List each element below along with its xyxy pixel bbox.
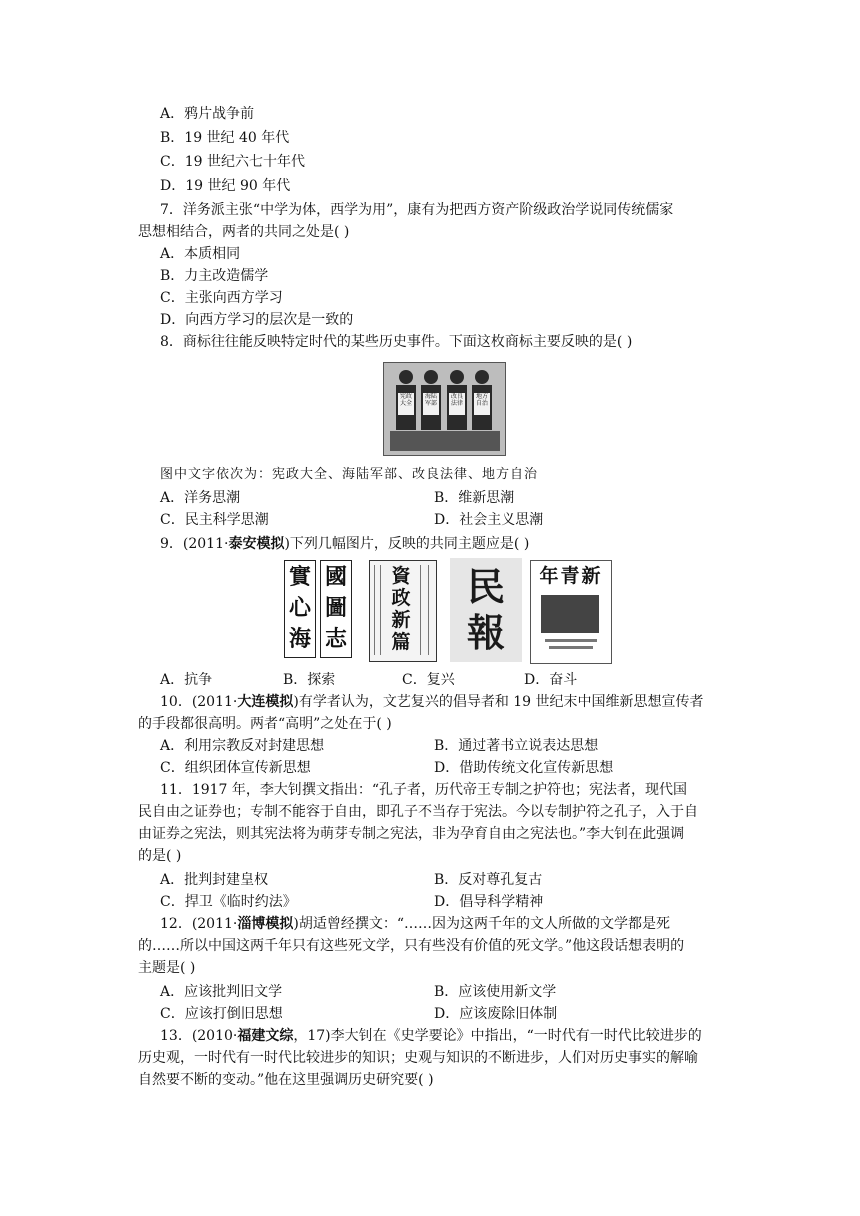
q9-img3-char-1: 民 bbox=[466, 564, 505, 609]
q13-stem-line3: 自然要不断的变动。”他在这里强调历史研究要( ) bbox=[138, 1072, 434, 1088]
q12-stem-text: )胡适曾经撰文：“……因为这两千年的文人所做的文学都是死 bbox=[293, 916, 670, 932]
q8-image-caption: 图中文字依次为：宪政大全、海陆军部、改良法律、地方自治 bbox=[160, 467, 539, 482]
q11-option-a: A．批判封建皇权 bbox=[160, 872, 269, 888]
q6-option-d: D．19 世纪 90 年代 bbox=[160, 178, 291, 194]
q12-stem-line2: 的……所以中国这两千年只有这些死文学，只有些没有价值的死文学。”他这段话想表明的 bbox=[138, 938, 685, 954]
q7-option-b: B．力主改造儒学 bbox=[160, 268, 269, 284]
q7-stem-line1: 7．洋务派主张“中学为体，西学为用”，康有为把西方资产阶级政治学说同传统儒家 bbox=[160, 202, 674, 218]
q11-option-d: D．倡导科学精神 bbox=[434, 894, 544, 910]
q9-source: 泰安模拟 bbox=[228, 536, 285, 552]
q12-stem-line3: 主题是( ) bbox=[138, 960, 196, 976]
q9-img1-char-5: 圖 bbox=[324, 595, 347, 621]
q9-img1-char-1: 實 bbox=[288, 564, 311, 590]
q11-stem-line3: 由证券之宪法，则其宪法将为萌芽专制之宪法，非为孕育自由之宪法也。”李大钊在此强调 bbox=[138, 826, 685, 842]
q7-option-d: D．向西方学习的层次是一致的 bbox=[160, 312, 354, 328]
q9-img2-char-1: 資 bbox=[391, 565, 411, 587]
q10-option-d: D．借助传统文化宣传新思想 bbox=[434, 760, 614, 776]
q12-source: 淄博模拟 bbox=[237, 916, 294, 932]
q7-option-c: C．主张向西方学习 bbox=[160, 290, 283, 306]
q11-stem-line1: 11．1917 年，李大钊撰文指出：“孔子者，历代帝王专制之护符也；宪法者，现代国 bbox=[160, 782, 688, 798]
q7-stem-line2: 思想相结合，两者的共同之处是( ) bbox=[138, 224, 350, 240]
q9-img1-char-6: 志 bbox=[324, 626, 347, 652]
q10-option-c: C．组织团体宣传新思想 bbox=[160, 760, 311, 776]
q9-img2-char-4: 篇 bbox=[391, 631, 411, 653]
q9-img1-char-4: 國 bbox=[324, 564, 347, 590]
trademark-label-3: 改良法律 bbox=[450, 393, 463, 407]
q9-img2-char-3: 新 bbox=[391, 609, 411, 631]
q10-option-a: A．利用宗教反对封建思想 bbox=[160, 738, 325, 754]
q12-option-b: B．应该使用新文学 bbox=[434, 984, 557, 1000]
q8-stem: 8．商标往往能反映特定时代的某些历史事件。下面这枚商标主要反映的是( ) bbox=[160, 334, 633, 350]
q9-stem bbox=[160, 534, 529, 554]
q11-stem-line4: 的是( ) bbox=[138, 848, 182, 864]
q12-stem-line1 bbox=[160, 914, 670, 934]
trademark-label-4: 地方自治 bbox=[475, 393, 488, 407]
q9-option-d: D．奋斗 bbox=[524, 672, 578, 688]
trademark-illustration bbox=[384, 363, 505, 455]
trademark-image bbox=[383, 362, 506, 456]
q8-option-d: D．社会主义思潮 bbox=[434, 512, 544, 528]
q10-stem-line2: 的手段都很高明。两者“高明”之处在于( ) bbox=[138, 716, 392, 732]
q12-option-a: A．应该批判旧文学 bbox=[160, 984, 283, 1000]
q13-source: 福建文综 bbox=[237, 1028, 294, 1044]
q9-img1-char-3: 海 bbox=[288, 626, 311, 652]
trademark-label-2: 海陆军部 bbox=[424, 393, 437, 407]
q9-image-zizhengxinpian bbox=[369, 560, 437, 662]
q9-image-xinqingnian bbox=[530, 560, 612, 664]
q11-stem-line2: 民自由之证券也；专制不能容于自由，即孔子不当存于宪法。今以专制护符之孔子，入于自 bbox=[138, 804, 698, 820]
q9-image-haiguotuzhi bbox=[282, 558, 354, 660]
q8-option-b: B．维新思潮 bbox=[434, 490, 515, 506]
trademark-label-1: 宪政大全 bbox=[399, 393, 412, 407]
q13-number: 13．(2010· bbox=[160, 1028, 238, 1044]
q9-img2-char-2: 政 bbox=[391, 587, 411, 609]
q12-number: 12．(2011· bbox=[160, 916, 238, 932]
q6-option-c: C．19 世纪六七十年代 bbox=[160, 154, 305, 170]
q11-option-b: B．反对尊孔复古 bbox=[434, 872, 543, 888]
q13-stem-text: ，17)李大钊在《史学要论》中指出，“一时代有一时代比较进步的 bbox=[293, 1028, 702, 1044]
q12-option-c: C．应该打倒旧思想 bbox=[160, 1006, 283, 1022]
q10-source: 大连模拟 bbox=[237, 694, 294, 710]
q9-option-a: A．抗争 bbox=[160, 672, 213, 688]
q8-option-a: A．洋务思潮 bbox=[160, 490, 241, 506]
q9-option-c: C．复兴 bbox=[402, 672, 455, 688]
q6-option-a: A．鸦片战争前 bbox=[160, 106, 255, 122]
q10-stem-line1 bbox=[160, 692, 704, 712]
q9-option-b: B．探索 bbox=[283, 672, 336, 688]
q9-image-minbao bbox=[450, 558, 522, 662]
q10-option-b: B．通过著书立说表达思想 bbox=[434, 738, 599, 754]
q9-number: 9．(2011· bbox=[160, 536, 229, 552]
q9-img4-title: 年青新 bbox=[539, 565, 603, 587]
q12-option-d: D．应该废除旧体制 bbox=[434, 1006, 558, 1022]
q8-option-c: C．民主科学思潮 bbox=[160, 512, 269, 528]
q13-stem-line1 bbox=[160, 1026, 702, 1046]
q11-option-c: C．捍卫《临时约法》 bbox=[160, 894, 297, 910]
q10-number: 10．(2011· bbox=[160, 694, 238, 710]
q9-stem-text: )下列几幅图片，反映的共同主题应是( ) bbox=[284, 536, 530, 552]
q9-img3-char-2: 報 bbox=[466, 610, 505, 655]
q10-stem-text: )有学者认为，文艺复兴的倡导者和 19 世纪末中国维新思想宣传者 bbox=[293, 694, 704, 710]
q6-option-b: B．19 世纪 40 年代 bbox=[160, 130, 290, 146]
q9-img1-char-2: 心 bbox=[288, 595, 311, 621]
q7-option-a: A．本质相同 bbox=[160, 246, 241, 262]
q13-stem-line2: 历史观，一时代有一时代比较进步的知识；史观与知识的不断进步，人们对历史事实的解喻 bbox=[138, 1050, 698, 1066]
